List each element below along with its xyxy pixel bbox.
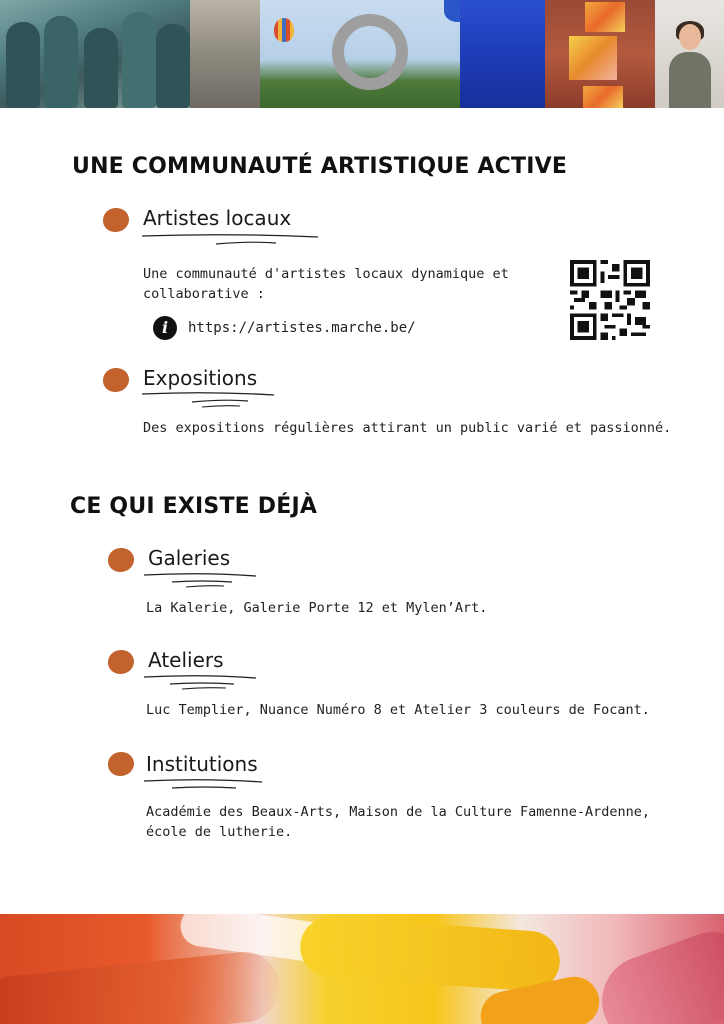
- artistes-link[interactable]: https://artistes.marche.be/: [188, 320, 416, 336]
- item-title: Institutions: [146, 752, 258, 776]
- top-photo-strip: [0, 0, 724, 108]
- section-title-existing: CE QUI EXISTE DÉJÀ: [70, 494, 318, 519]
- item-description: Une communauté d'artistes locaux dynamique et collaborative :: [143, 266, 509, 302]
- item-title: Expositions: [143, 366, 258, 390]
- blue-pillar-photo: [460, 0, 545, 108]
- bullet-dot: [108, 752, 134, 776]
- item-description: Des expositions régulières attirant un public varié et passionné.: [143, 420, 672, 436]
- underline-stroke: [142, 672, 262, 692]
- statue-group-photo: [0, 0, 190, 108]
- bullet-dot: [108, 650, 134, 674]
- person-portrait-photo: [655, 0, 724, 108]
- underline-stroke: [142, 570, 262, 590]
- paintings-wall-photo: [545, 0, 655, 108]
- abstract-paint-strokes: [0, 914, 724, 1024]
- item-description: Luc Templier, Nuance Numéro 8 et Atelier 3 couleurs de Focant.: [146, 702, 650, 718]
- ring-sculpture-balloons-photo: [260, 0, 460, 108]
- item-title: Artistes locaux: [143, 206, 292, 230]
- underline-stroke: [142, 776, 268, 796]
- item-title: Galeries: [148, 546, 231, 570]
- item-description: La Kalerie, Galerie Porte 12 et Mylen’Art.: [146, 600, 488, 616]
- underline-stroke: [140, 232, 324, 248]
- bullet-dot: [108, 548, 134, 572]
- section-title-community: UNE COMMUNAUTÉ ARTISTIQUE ACTIVE: [72, 154, 568, 179]
- fountain-photo: [190, 0, 260, 108]
- item-description: Académie des Beaux-Arts, Maison de la Culture Famenne-Ardenne, école de lutherie.: [146, 804, 650, 840]
- bullet-dot: [103, 208, 129, 232]
- underline-stroke: [140, 390, 280, 410]
- qr-code-icon[interactable]: [570, 260, 650, 340]
- item-title: Ateliers: [148, 648, 224, 672]
- bullet-dot: [103, 368, 129, 392]
- info-icon: i: [153, 316, 177, 340]
